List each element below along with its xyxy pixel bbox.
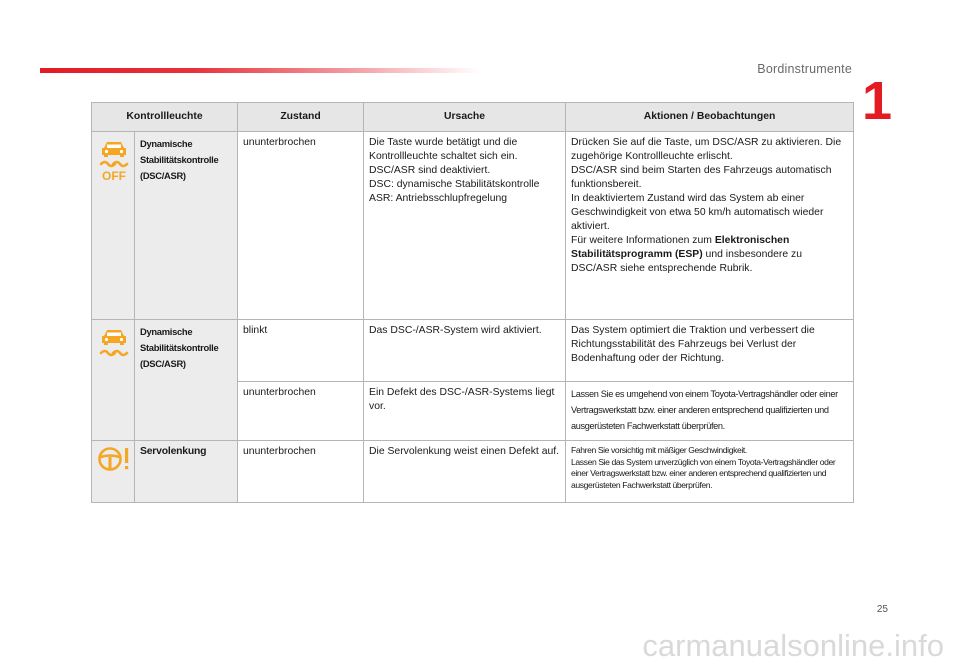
col-header-action: Aktionen / Beobachtungen: [566, 103, 854, 132]
action-line: Lassen Sie das System unverzüglich von einem Toyota-Vertragshändler oder einer Vertragswerkstatt bzw. einer anderen entsprechend qualifizierten und ausgerüsteten Fachwerkstatt überprüfen.: [571, 456, 836, 490]
action-line: In deaktiviertem Zustand wird das System ab einer Geschwindigkeit von etwa 50 km/h automatisch wieder aktiviert.: [571, 193, 824, 232]
watermark: carmanualsonline.info: [642, 628, 944, 663]
table-row: [92, 132, 854, 320]
table-row: [92, 441, 854, 503]
action-line: Drücken Sie auf die Taste, um DSC/ASR zu aktivieren. Die zugehörige Kontrollleuchte erlischt.: [571, 137, 842, 162]
action-ref-link-text: Elektronischen Stabilitätsprogramm (ESP): [571, 235, 790, 260]
dsc-off-warning-icon: [97, 136, 131, 182]
action-reference: [571, 234, 848, 276]
warning-lights-table: [91, 102, 854, 503]
light-name: Dynamische Stabilitätskontrolle (DSC/ASR): [135, 320, 238, 441]
action-cell: [566, 441, 854, 503]
header-accent-bar: [40, 68, 480, 73]
cause-line: DSC: dynamische Stabilitätskontrolle: [369, 179, 540, 190]
col-header-state: Zustand: [238, 103, 364, 132]
steering-wheel-warning-icon: [97, 445, 133, 475]
icon-cell: [92, 132, 135, 320]
col-header-light: Kontrollleuchte: [92, 103, 238, 132]
action-cell: [566, 132, 854, 320]
cause-cell: Ein Defekt des DSC-/ASR-Systems liegt vor.: [364, 382, 566, 441]
action-line: Fahren Sie vorsichtig mit mäßiger Geschwindigkeit.: [571, 445, 747, 455]
icon-off-label: OFF: [102, 169, 126, 182]
section-title: Bordinstrumente: [757, 62, 852, 76]
light-name: Servolenkung: [135, 441, 238, 503]
cause-line: DSC/ASR sind deaktiviert.: [369, 165, 491, 176]
cause-cell: Das DSC-/ASR-System wird aktiviert.: [364, 320, 566, 382]
state-cell: ununterbrochen: [238, 441, 364, 503]
state-cell: ununterbrochen: [238, 132, 364, 320]
page-number: 25: [876, 604, 888, 615]
cause-line: ASR: Antriebsschlupfregelung: [369, 193, 508, 204]
state-cell: ununterbrochen: [238, 382, 364, 441]
table-row: [92, 320, 854, 382]
cause-cell: [364, 132, 566, 320]
action-cell: Das System optimiert die Traktion und verbessert die Richtungsstabilität des Fahrzeugs bei Verlust der Bodenhaftung oder der Richtung.: [566, 320, 854, 382]
col-header-cause: Ursache: [364, 103, 566, 132]
action-ref-text: und insbesondere zu DSC/ASR siehe entsprechende Rubrik.: [571, 249, 803, 274]
action-cell: Lassen Sie es umgehend von einem Toyota-Vertragshändler oder einer Vertragswerkstatt bzw. einer anderen entsprechend qualifizierten und ausgerüsteten Fachwerkstatt überprüfen.: [566, 382, 854, 441]
cause-cell: Die Servolenkung weist einen Defekt auf.: [364, 441, 566, 503]
action-ref-text: Für weitere Informationen zum: [571, 235, 715, 246]
icon-cell: [92, 320, 135, 441]
dsc-skid-warning-icon: [97, 324, 131, 360]
icon-cell: [92, 441, 135, 503]
state-cell: blinkt: [238, 320, 364, 382]
cause-line: Die Taste wurde betätigt und die Kontrollleuchte schaltet sich ein.: [369, 137, 518, 162]
chapter-number: 1: [861, 71, 892, 131]
action-line: DSC/ASR sind beim Starten des Fahrzeugs automatisch funktionsbereit.: [571, 165, 832, 190]
light-name: Dynamische Stabilitätskontrolle (DSC/ASR): [135, 132, 238, 320]
table-header-row: [92, 103, 854, 132]
